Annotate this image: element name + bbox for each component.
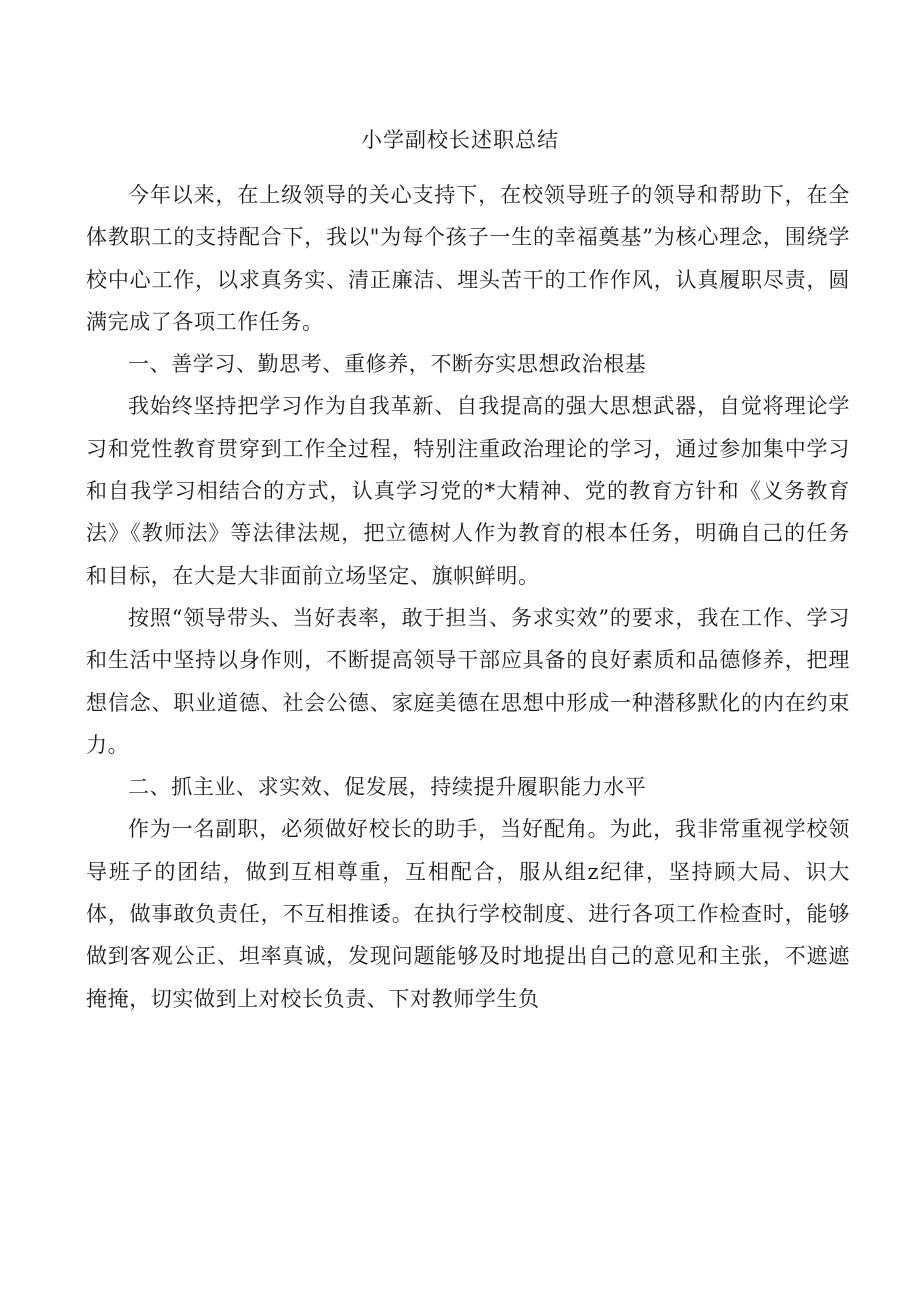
document-body	[86, 174, 850, 1020]
paragraph-study: 我始终坚持把学习作为自我革新、自我提高的强大思想武器，自觉将理论学习和党性教育贯穿到工作全过程，特别注重政治理论的学习，通过参加集中学习和自我学习相结合的方式，认真学习党的*大精神、党的教育方针和《义务教育法》《教师法》等法律法规，把立德树人作为教育的根本任务，明确自己的任务和目标，在大是大非面前立场坚定、旗帜鲜明。	[86, 394, 850, 588]
document-title: 小学副校长述职总结	[361, 128, 559, 152]
paragraph-example: 按照“领导带头、当好表率，敢于担当、务求实效”的要求，我在工作、学习和生活中坚持以身作则，不断提高领导干部应具备的良好素质和品德修养，把理想信念、职业道德、社会公德、家庭美德在思想中形成一种潜移默化的内在约束力。	[86, 605, 850, 757]
paragraph-deputy: 作为一名副职，必须做好校长的助手，当好配角。为此，我非常重视学校领导班子的团结，做到互相尊重，互相配合，服从组z纪律，坚持顾大局、识大体，做事敢负责任，不互相推诿。在执行学校制度、进行各项工作检查时，能够做到客观公正、坦率真诚，发现问题能够及时地提出自己的意见和主张，不遮遮掩掩，切实做到上对校长负责、下对教师学生负	[86, 817, 850, 1011]
paragraph-intro: 今年以来，在上级领导的关心支持下，在校领导班子的领导和帮助下，在全体教职工的支持配合下，我以"为每个孩子一生的幸福奠基”为核心理念，围绕学校中心工作，以求真务实、清正廉洁、埋头苦干的工作作风，认真履职尽责，圆满完成了各项工作任务。	[86, 183, 850, 334]
section-heading-2: 二、抓主业、求实效、促发展，持续提升履职能力水平	[128, 775, 647, 800]
section-heading-1: 一、善学习、勤思考、重修养，不断夯实思想政治根基	[128, 352, 647, 377]
